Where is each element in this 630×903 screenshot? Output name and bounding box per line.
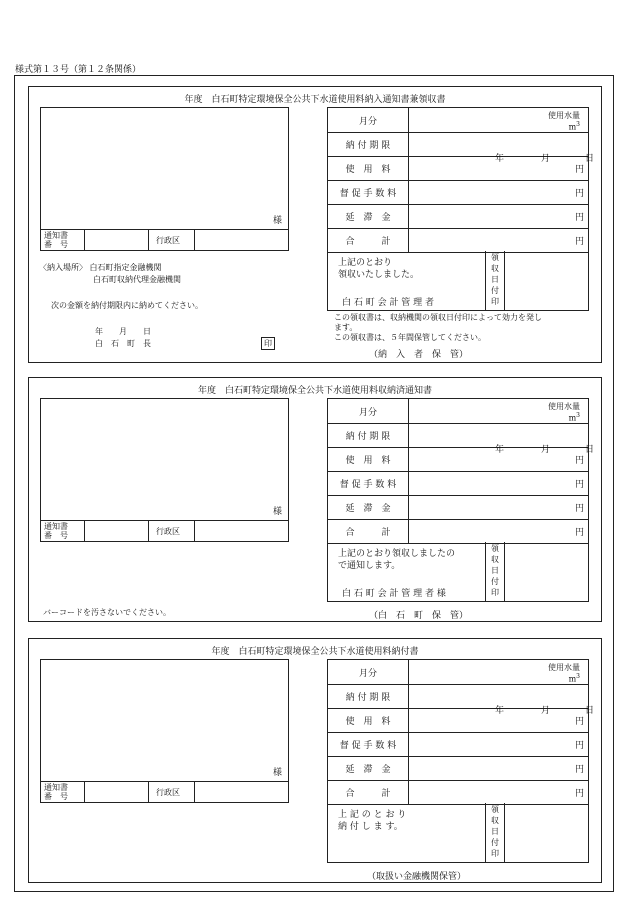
form-number-label: 様式第１３号（第１２条関係） — [15, 65, 142, 75]
collection-message: 上記のとおり領収しましたの で通知します。 — [338, 549, 456, 571]
reminder-fee-amount[interactable]: 円 — [409, 181, 589, 205]
gyoseiku-label-cell — [149, 782, 195, 802]
amount-table — [327, 107, 595, 253]
late-charge-label: 延 滞 金 — [328, 205, 409, 229]
receipt-box — [327, 251, 589, 311]
notice-number-label-line1: 通知書 — [44, 522, 68, 531]
notice-number-label-cell — [41, 230, 85, 250]
receipt-box — [327, 542, 589, 602]
gyoseiku-label: 行政区 — [156, 527, 180, 536]
fee-amount[interactable]: 円 — [409, 448, 589, 472]
notice-number-row — [41, 229, 288, 250]
total-amount[interactable]: 円 — [409, 520, 589, 544]
due-date-label: 納 付 期 限 — [328, 133, 409, 157]
due-date-cell[interactable]: 年 月 日 — [409, 424, 589, 448]
fee-label: 使 用 料 — [328, 448, 409, 472]
notice-number-label-line1: 通知書 — [44, 783, 68, 792]
late-charge-amount[interactable]: 円 — [409, 757, 589, 781]
reminder-fee-amount[interactable]: 円 — [409, 472, 589, 496]
notice-number-row — [41, 781, 288, 802]
sama-honorific: 様 — [272, 216, 282, 226]
reminder-fee-label: 督 促 手 数 料 — [328, 472, 409, 496]
receipt-note-1: この領収書は、収納機関の領収日付印によって効力を発し — [334, 313, 542, 322]
due-date-label: 納 付 期 限 — [328, 424, 409, 448]
late-charge-label: 延 滞 金 — [328, 496, 409, 520]
accounting-manager: 白 石 町 会 計 管 理 者 様 — [342, 589, 446, 599]
month-label: 月分 — [328, 399, 409, 424]
keep-label-bank: （取扱い金融機関保管） — [367, 872, 467, 882]
receipt-message: 上記のとおり 領収いたしました。 — [338, 258, 420, 280]
keep-label-town: （白 石 町 保 管） — [369, 611, 469, 621]
notice-number-label-cell — [41, 521, 85, 541]
usage-cell[interactable]: 使用水量 $m^3$ — [409, 399, 589, 424]
payment-instruction: 次の金額を納付期限内に納めてください。 — [51, 301, 203, 310]
late-charge-amount[interactable]: 円 — [409, 496, 589, 520]
gyoseiku-value[interactable] — [195, 230, 290, 250]
gyoseiku-value[interactable] — [195, 521, 290, 541]
sama-honorific: 様 — [272, 507, 282, 517]
sama-honorific: 様 — [272, 768, 282, 778]
total-amount[interactable]: 円 — [409, 229, 589, 253]
total-label: 合 計 — [328, 229, 409, 253]
receipt-note-3: この領収書は、５年間保管してください。 — [334, 333, 486, 342]
late-charge-label: 延 滞 金 — [328, 757, 409, 781]
gyoseiku-label-cell — [149, 230, 195, 250]
reminder-fee-label: 督 促 手 数 料 — [328, 181, 409, 205]
accounting-manager: 白 石 町 会 計 管 理 者 — [342, 298, 435, 308]
addressee-box[interactable] — [40, 659, 289, 803]
receipt-date-stamp-label: 領 収 日 付 印 — [485, 251, 505, 310]
section-collection-notice — [28, 377, 602, 622]
notice-number-value[interactable] — [85, 230, 149, 250]
gyoseiku-value[interactable] — [195, 782, 290, 802]
addressee-box[interactable] — [40, 107, 289, 251]
fee-label: 使 用 料 — [328, 709, 409, 733]
receipt-date-stamp-label: 領 収 日 付 印 — [485, 803, 505, 862]
total-label: 合 計 — [328, 520, 409, 544]
payment-message: 上 記 の と お り 納 付 し ま す。 — [338, 810, 407, 832]
receipt-box — [327, 803, 589, 863]
keep-label-payer: （納 入 者 保 管） — [369, 350, 469, 360]
gyoseiku-label-cell — [149, 521, 195, 541]
section-payment-notice-receipt — [28, 86, 602, 363]
receipt-note-2: ます。 — [334, 323, 358, 332]
section-payment-slip — [28, 638, 602, 883]
total-amount[interactable]: 円 — [409, 781, 589, 805]
notice-number-value[interactable] — [85, 782, 149, 802]
notice-number-label-line2: 番 号 — [44, 792, 68, 801]
late-charge-amount[interactable]: 円 — [409, 205, 589, 229]
payment-place-2: 白石町収納代理金融機関 — [93, 275, 181, 284]
usage-cell[interactable]: 使用水量 $m^3$ — [409, 108, 589, 133]
section-title: 年度 白石町特定環境保全公共下水道使用料納入通知書兼領収書 — [184, 95, 446, 105]
due-date-cell[interactable]: 年 月 日 — [409, 133, 589, 157]
gyoseiku-label: 行政区 — [156, 788, 180, 797]
fee-label: 使 用 料 — [328, 157, 409, 181]
month-label: 月分 — [328, 108, 409, 133]
notice-number-value[interactable] — [85, 521, 149, 541]
addressee-box[interactable] — [40, 398, 289, 542]
seal-mark: 印 — [261, 337, 275, 350]
section-title: 年度 白石町特定環境保全公共下水道使用料納付書 — [211, 647, 419, 657]
due-date-label: 納 付 期 限 — [328, 685, 409, 709]
amount-table — [327, 398, 595, 544]
mayor-title: 白 石 町 長 — [95, 339, 151, 348]
barcode-warning: バーコードを汚さないでください。 — [43, 608, 171, 617]
reminder-fee-label: 督 促 手 数 料 — [328, 733, 409, 757]
notice-number-label-line1: 通知書 — [44, 231, 68, 240]
gyoseiku-label: 行政区 — [156, 236, 180, 245]
amount-table — [327, 659, 595, 805]
month-label: 月分 — [328, 660, 409, 685]
due-date-cell[interactable]: 年 月 日 — [409, 685, 589, 709]
payment-place: 〈納入場所〉 白石町指定金融機関 — [39, 263, 162, 272]
reminder-fee-amount[interactable]: 円 — [409, 733, 589, 757]
notice-number-row — [41, 520, 288, 541]
receipt-date-stamp-label: 領 収 日 付 印 — [485, 542, 505, 601]
fee-amount[interactable]: 円 — [409, 157, 589, 181]
fee-amount[interactable]: 円 — [409, 709, 589, 733]
usage-cell[interactable]: 使用水量 $m^3$ — [409, 660, 589, 685]
issue-date: 年 月 日 — [95, 327, 151, 336]
notice-number-label-line2: 番 号 — [44, 240, 68, 249]
notice-number-label-cell — [41, 782, 85, 802]
section-title: 年度 白石町特定環境保全公共下水道使用料収納済通知書 — [197, 386, 432, 396]
notice-number-label-line2: 番 号 — [44, 531, 68, 540]
total-label: 合 計 — [328, 781, 409, 805]
